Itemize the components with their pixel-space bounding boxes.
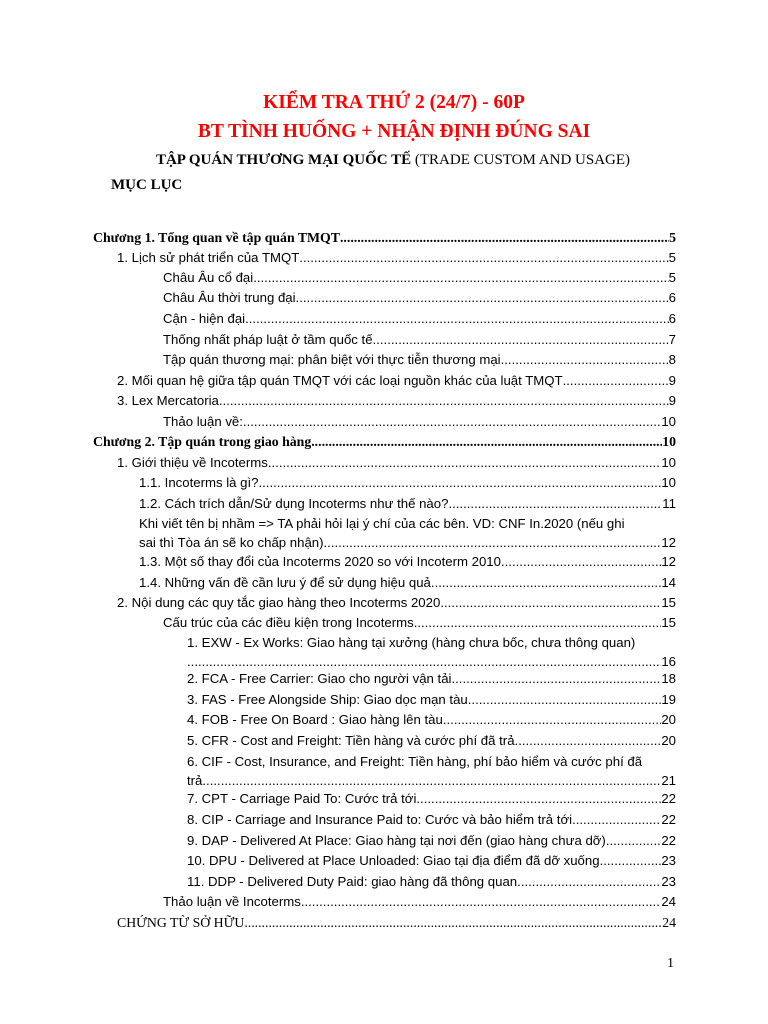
toc-leader-dots <box>414 613 662 632</box>
toc-entry[interactable] <box>163 309 676 328</box>
toc-page-number: 5 <box>668 270 676 285</box>
toc-entry-text: Châu Âu thời trung đại <box>163 290 296 305</box>
toc-entry-text: 1.4. Những vấn đề cần lưu ý để sử dụng hiệu quả <box>139 575 431 590</box>
toc-entry-text: CHỨNG TỪ SỞ HỮU <box>117 915 245 930</box>
toc-leader-dots <box>563 371 669 390</box>
toc-page-number: 10 <box>661 455 676 470</box>
toc-page-number: 23 <box>661 874 676 889</box>
toc-entry[interactable] <box>187 851 676 870</box>
toc-entry[interactable] <box>117 913 676 932</box>
toc-entry-text: 1. Lịch sử phát triển của TMQT <box>117 250 300 265</box>
toc-entry-text: 3. FAS - Free Alongside Ship: Giao dọc mạn tàu <box>187 692 468 707</box>
toc-entry-text: Thảo luận về: <box>163 414 243 429</box>
toc-entry-text: Thống nhất pháp luật ở tầm quốc tế <box>163 332 373 347</box>
toc-entry[interactable] <box>187 710 676 729</box>
toc-page-number: 18 <box>661 671 676 686</box>
toc-entry-text: 11. DDP - Delivered Duty Paid: giao hàng đã thông quan <box>187 874 518 889</box>
toc-entry[interactable] <box>187 831 676 850</box>
toc-entry-text: 4. FOB - Free On Board : Giao hàng lên tàu <box>187 712 443 727</box>
toc-entry-text: 1. Giới thiệu về Incoterms <box>117 455 268 470</box>
course-title <box>0 152 768 169</box>
toc-leader-dots <box>219 391 669 410</box>
toc-entry-text: 2. Mối quan hệ giữa tập quán TMQT với các loại nguồn khác của luật TMQT <box>117 373 563 388</box>
toc-page-number: 21 <box>661 773 676 788</box>
toc-entry-text: Chương 2. Tập quán trong giao hàng <box>93 434 312 449</box>
toc-entry[interactable] <box>163 330 676 349</box>
toc-entry[interactable] <box>187 810 676 829</box>
toc-page-number: 6 <box>668 311 676 326</box>
toc-leader-dots <box>243 412 661 431</box>
toc-leader-dots <box>606 831 662 850</box>
toc-leader-dots <box>268 453 661 472</box>
toc-entry[interactable] <box>163 268 676 287</box>
toc-leader-dots <box>416 789 661 808</box>
toc-page-number: 11 <box>662 496 676 511</box>
toc-leader-dots <box>202 771 661 790</box>
toc-leader-dots <box>245 309 669 328</box>
toc-leader-dots <box>515 731 662 750</box>
toc-leader-dots <box>501 350 669 369</box>
toc-entry[interactable] <box>163 892 676 911</box>
toc-page-number: 20 <box>661 712 676 727</box>
toc-page-number: 19 <box>661 692 676 707</box>
toc-entry-chapter-2[interactable] <box>93 432 676 451</box>
toc-entry[interactable] <box>163 613 676 632</box>
page-number: 1 <box>667 956 674 971</box>
toc-page-number: 9 <box>668 373 676 388</box>
toc-entry[interactable] <box>139 573 676 592</box>
course-title-bold: TẬP QUÁN THƯƠNG MẠI QUỐC TẾ <box>155 152 412 168</box>
toc-page-number: 14 <box>661 575 676 590</box>
toc-page-number: 16 <box>661 654 676 669</box>
toc-entry-text: 6. CIF - Cost, Insurance, and Freight: Tiền hàng, phí bảo hiểm và cước phí đã <box>187 754 643 769</box>
toc-page-number: 22 <box>661 812 676 827</box>
toc-leader-dots <box>600 851 662 870</box>
toc-entry[interactable] <box>187 789 676 808</box>
toc-page-number: 24 <box>662 915 676 930</box>
toc-leader-dots <box>253 268 668 287</box>
toc-entry-text-continued: sai thì Tòa án sẽ ko chấp nhận) <box>139 535 324 550</box>
toc-page-number: 24 <box>661 894 676 909</box>
toc-entry-chapter-1[interactable] <box>93 228 676 247</box>
toc-page-number: 8 <box>668 352 676 367</box>
toc-page-number: 12 <box>661 554 676 569</box>
toc-page-number: 22 <box>661 791 676 806</box>
toc-leader-dots <box>258 473 661 492</box>
toc-entry-text: 2. FCA - Free Carrier: Giao cho người vận tải <box>187 671 452 686</box>
toc-entry-text: 1.1. Incoterms là gì? <box>139 475 259 490</box>
toc-entry-text: Khi viết tên bị nhầm => TA phải hỏi lại ý chí của các bên. VD: CNF In.2020 (nếu ghi <box>139 516 625 531</box>
toc-page-number: 15 <box>661 615 676 630</box>
toc-leader-dots <box>440 593 661 612</box>
toc-leader-dots <box>301 892 662 911</box>
toc-entry-text: 10. DPU - Delivered at Place Unloaded: Giao tại địa điểm đã dỡ xuống <box>187 853 600 868</box>
toc-leader-dots <box>572 810 661 829</box>
document-title: KIỂM TRA THỨ 2 (24/7) - 60P <box>263 92 525 113</box>
toc-page-number: 7 <box>668 332 676 347</box>
toc-entry[interactable] <box>117 371 676 390</box>
toc-entry-multiline[interactable] <box>187 633 676 671</box>
toc-leader-dots <box>448 494 662 513</box>
toc-leader-dots <box>451 669 661 688</box>
toc-entry[interactable] <box>163 412 676 431</box>
toc-page-number: 9 <box>668 393 676 408</box>
toc-entry[interactable] <box>187 690 676 709</box>
toc-entry-text: 8. CIP - Carriage and Insurance Paid to: Cước và bảo hiểm trả tới <box>187 812 573 827</box>
toc-leader-dots <box>373 330 669 349</box>
toc-entry-text: Thảo luận về Incoterms <box>163 894 301 909</box>
toc-entry-text: 1. EXW - Ex Works: Giao hàng tại xưởng (hàng chưa bốc, chưa thông quan) <box>187 635 636 650</box>
toc-entry-text: 9. DAP - Delivered At Place: Giao hàng tại nơi đến (giao hàng chưa dỡ) <box>187 833 606 848</box>
toc-page-number: 12 <box>661 535 676 550</box>
toc-leader-dots <box>468 690 662 709</box>
toc-entry-text: Chương 1. Tổng quan về tập quán TMQT <box>93 230 340 245</box>
toc-entry[interactable] <box>187 872 676 891</box>
toc-leader-dots <box>244 913 662 932</box>
toc-leader-dots <box>501 552 661 571</box>
toc-leader-dots <box>324 533 662 552</box>
toc-entry[interactable] <box>163 350 676 369</box>
toc-page-number: 10 <box>662 434 676 449</box>
toc-page-number: 22 <box>661 833 676 848</box>
toc-page-number: 20 <box>661 733 676 748</box>
toc-entry-text: 5. CFR - Cost and Freight: Tiền hàng và cước phí đã trả <box>187 733 515 748</box>
toc-page-number: 23 <box>661 853 676 868</box>
toc-leader-dots <box>431 573 661 592</box>
document-subtitle: BT TÌNH HUỐNG + NHẬN ĐỊNH ĐÚNG SAI <box>197 121 591 142</box>
toc-page-number: 6 <box>668 290 676 305</box>
toc-heading: MỤC LỤC <box>111 177 183 193</box>
toc-leader-dots <box>296 288 669 307</box>
toc-entry[interactable] <box>117 248 676 267</box>
toc-entry[interactable] <box>117 391 676 410</box>
toc-entry-text: 7. CPT - Carriage Paid To: Cước trả tới <box>187 791 417 806</box>
toc-leader-dots <box>311 432 662 451</box>
toc-entry-text: 2. Nội dung các quy tắc giao hàng theo Incoterms 2020 <box>117 595 441 610</box>
toc-entry[interactable] <box>139 473 676 492</box>
toc-page-number: 5 <box>668 250 676 265</box>
toc-page-number: 10 <box>661 475 676 490</box>
toc-entry-text: 3. Lex Mercatoria <box>117 393 219 408</box>
toc-entry-text: Tập quán thương mại: phân biệt với thực tiễn thương mại <box>163 352 501 367</box>
course-title-english: (TRADE CUSTOM AND USAGE) <box>411 152 631 168</box>
toc-entry-text: 1.3. Một số thay đổi của Incoterms 2020 so với Incoterm 2010 <box>139 554 501 569</box>
toc-leader-dots <box>517 872 661 891</box>
toc-entry[interactable] <box>163 288 676 307</box>
toc-entry-text: Châu Âu cổ đại <box>163 270 254 285</box>
toc-entry-text-continued: trả <box>187 773 203 788</box>
toc-leader-dots <box>340 228 669 247</box>
toc-entry-multiline[interactable] <box>187 752 676 790</box>
toc-entry[interactable] <box>139 552 676 571</box>
toc-entry-text: Cấu trúc của các điều kiện trong Incoterms <box>163 615 414 630</box>
toc-page-number: 5 <box>669 230 676 245</box>
toc-leader-dots <box>443 710 662 729</box>
toc-page-number: 15 <box>661 595 676 610</box>
toc-entry-multiline[interactable] <box>139 514 676 552</box>
toc-entry[interactable] <box>139 494 676 513</box>
toc-leader-dots <box>299 248 668 267</box>
toc-entry[interactable] <box>117 453 676 472</box>
toc-entry-text: Cận - hiện đại <box>163 311 246 326</box>
toc-entry[interactable] <box>187 669 676 688</box>
toc-entry-text: 1.2. Cách trích dẫn/Sử dụng Incoterms như thế nào? <box>139 496 449 511</box>
toc-entry[interactable] <box>117 593 676 612</box>
toc-entry[interactable] <box>187 731 676 750</box>
toc-page-number: 10 <box>661 414 676 429</box>
